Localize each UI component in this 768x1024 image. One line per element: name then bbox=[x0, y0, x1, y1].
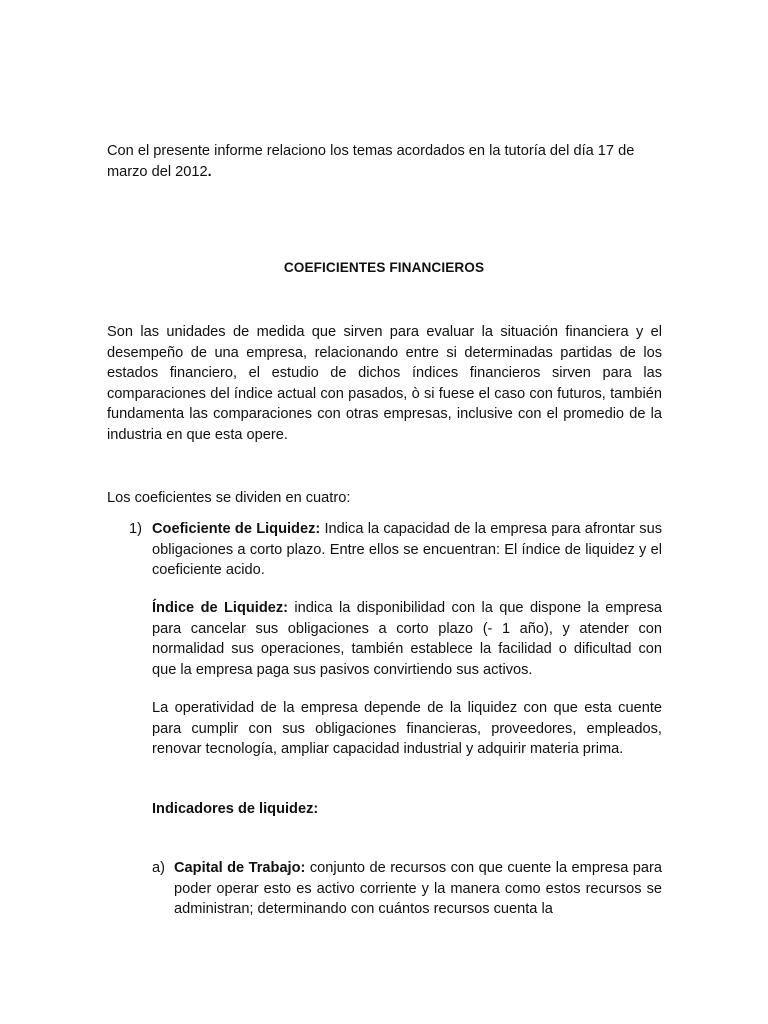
liquidity-indicators-heading: Indicadores de liquidez: bbox=[152, 801, 319, 817]
section-title: COEFICIENTES FINANCIEROS bbox=[283, 260, 485, 275]
list-item-liquidity-coefficient bbox=[152, 519, 662, 581]
item-a-term: Capital de Trabajo: bbox=[174, 860, 306, 876]
lead-paragraph: Los coeficientes se dividen en cuatro: bbox=[107, 490, 351, 506]
operability-paragraph: La operatividad de la empresa depende de la liquidez con que esta cuente para cumplir con sus obligaciones financieras, proveedores, empleados, renovar tecnología, ampliar capacidad industrial y adquirir materia prima. bbox=[152, 700, 662, 757]
intro-period: . bbox=[207, 163, 212, 180]
list-marker-a: a) bbox=[152, 860, 165, 876]
indice-text: indica la disponibilidad con la que dispone la empresa para cancelar sus obligaciones a corto plazo (- 1 año), y atender con normalidad sus operaciones, también establece la facilidad o dificultad con que la empresa paga sus pasivos convirtiendo sus activos. bbox=[152, 600, 662, 678]
intro-paragraph bbox=[107, 141, 662, 182]
indice-term: Índice de Liquidez: bbox=[152, 600, 289, 616]
item1-text: Indica la capacidad de la empresa para afrontar sus obligaciones a corto plazo. Entre ellos se encuentran: El índice de liquidez y el coeficiente acido. bbox=[152, 521, 662, 578]
definition-paragraph: Son las unidades de medida que sirven para evaluar la situación financiera y el desempeño de una empresa, relacionando entre si determinadas partidas de los estados financiero, el estudio de dichos índices financieros sirven para las comparaciones del índice actual con pasados, ò si fuese el caso con futuros, también fundamenta las comparaciones con otras empresas, inclusive con el promedio de la industria en que esta opere. bbox=[107, 324, 662, 443]
list-item-working-capital bbox=[174, 858, 662, 920]
item-a-text: conjunto de recursos con que cuente la empresa para poder operar esto es activo corriente y la manera como estos recursos se administran; determinando con cuántos recursos cuenta la bbox=[174, 860, 662, 917]
liquidity-index-paragraph bbox=[152, 598, 662, 680]
list-marker-1: 1) bbox=[129, 521, 142, 537]
intro-text: Con el presente informe relaciono los temas acordados en la tutoría del día 17 de marzo del 2012 bbox=[107, 143, 635, 180]
item1-term: Coeficiente de Liquidez: bbox=[152, 521, 321, 537]
